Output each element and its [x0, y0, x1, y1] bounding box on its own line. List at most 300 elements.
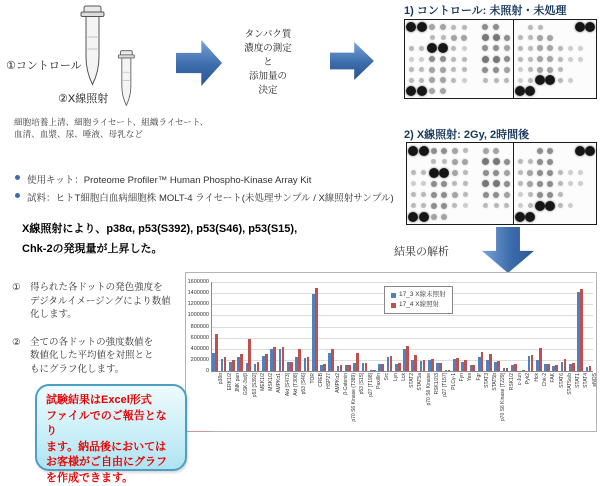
- blot-dot: [449, 65, 459, 74]
- y-axis-tick-label: 1000000: [186, 312, 209, 318]
- blot-dot: [585, 201, 595, 210]
- blot-dot: [525, 201, 535, 210]
- blot-dot-row: [408, 156, 512, 167]
- x-axis-label: FAK: [550, 373, 556, 428]
- x-axis-label: GSK-3α/β: [243, 373, 249, 428]
- bar: [464, 360, 467, 371]
- bar-group: [327, 282, 335, 371]
- blot-dot: [585, 76, 595, 85]
- blot-dot: [502, 168, 512, 177]
- blot-dot: [491, 212, 501, 221]
- blot-dot: [565, 168, 575, 177]
- blot-dot: [471, 201, 481, 210]
- blot-dot: [427, 23, 437, 32]
- blot-dot: [585, 33, 595, 42]
- blot-dot: [460, 146, 470, 155]
- blot-dot: [491, 44, 501, 53]
- blot-dot: [480, 33, 490, 42]
- blot-dot-row: [515, 43, 595, 54]
- legend-chip-series2: [391, 303, 396, 308]
- blot-dot: [406, 33, 416, 42]
- blot-dot-row: [406, 43, 512, 54]
- x-axis-label: Fyn: [459, 373, 465, 428]
- y-axis-tick-label: 1600000: [186, 279, 209, 285]
- blot-dot-row: [406, 54, 512, 65]
- blot-dot: [525, 179, 535, 188]
- blot-dot: [491, 55, 501, 64]
- x-axis-label: STAT2: [409, 373, 415, 428]
- blot-dot: [429, 146, 439, 155]
- blot-dot-row: [408, 189, 512, 200]
- blot-dot: [535, 23, 545, 32]
- bar: [331, 349, 334, 371]
- blot-dot: [470, 76, 480, 85]
- blot-dot: [491, 157, 501, 166]
- bar: [481, 352, 484, 371]
- blot-dot: [427, 33, 437, 42]
- y-axis-tick-label: 200000: [186, 357, 209, 363]
- blot-dot: [502, 86, 512, 95]
- blot-dot: [427, 65, 437, 74]
- x-axis-label: STAT5a/b: [567, 373, 573, 428]
- bar: [564, 359, 567, 371]
- blot-dot: [449, 86, 459, 95]
- blot-dot: [502, 212, 512, 221]
- blot-dot-row: [515, 178, 595, 189]
- blot-dot: [406, 76, 416, 85]
- blot-dot: [438, 86, 448, 95]
- bullet-icon: [15, 193, 20, 198]
- blot-dot: [470, 65, 480, 74]
- blot-dot: [480, 76, 490, 85]
- blot-dot: [427, 76, 437, 85]
- blot-dot: [417, 76, 427, 85]
- sample-types-text: 細胞培養上清、細胞ライセート、組織ライセート、 血清、血漿、尿、唾液、母乳など: [14, 116, 224, 140]
- bar: [356, 353, 359, 371]
- x-axis-label: p53 [S15]: [359, 373, 365, 428]
- bar: [307, 357, 310, 371]
- dot-blot-membrane-control: [404, 19, 597, 99]
- blot-dot: [535, 76, 545, 85]
- x-axis-label: Pyk2: [525, 373, 531, 428]
- blot-dot: [515, 65, 525, 74]
- dot-blot-membrane-xray: [406, 142, 597, 225]
- bar: [381, 364, 384, 371]
- blot2-title: 2) X線照射: 2Gy, 2時間後: [404, 126, 529, 142]
- blot-dot: [565, 65, 575, 74]
- blot-dot-row: [406, 22, 512, 33]
- procedure-notes: [12, 281, 192, 390]
- blot-dot: [515, 146, 525, 155]
- blot-dot: [575, 33, 585, 42]
- blot-dot: [429, 212, 439, 221]
- blot-dot: [575, 76, 585, 85]
- blot-dot: [515, 44, 525, 53]
- blot-dot: [481, 201, 491, 210]
- blot-dot: [555, 86, 565, 95]
- blot-dot: [460, 212, 470, 221]
- bar-group: [501, 282, 509, 371]
- blot-dot: [419, 157, 429, 166]
- x-axis-label: STAT3: [484, 373, 490, 428]
- chart-legend: [384, 286, 453, 314]
- bar-group: [228, 282, 236, 371]
- blot-dot: [565, 33, 575, 42]
- blot-dot-row: [408, 167, 512, 178]
- bar-group: [460, 282, 468, 371]
- blot-dot-row: [515, 64, 595, 75]
- blot-dot: [459, 44, 469, 53]
- blot-dot: [450, 179, 460, 188]
- blot-dot: [565, 190, 575, 199]
- blot-dot: [555, 179, 565, 188]
- blot-dot: [491, 146, 501, 155]
- process-step-text: タンパク質 濃度の測定 と 添加量の 決定: [226, 28, 310, 98]
- blot-dot: [545, 168, 555, 177]
- bar-group: [311, 282, 319, 371]
- bar-group: [269, 282, 277, 371]
- blot-dot: [417, 86, 427, 95]
- blot-dot: [470, 23, 480, 32]
- blot-dot: [438, 44, 448, 53]
- blot-dot: [555, 212, 565, 221]
- bar-group: [493, 282, 501, 371]
- blot-dot: [565, 76, 575, 85]
- blot-dot: [450, 190, 460, 199]
- blot-dot: [585, 157, 595, 166]
- blot-dot: [459, 86, 469, 95]
- blot-dot: [575, 212, 585, 221]
- bar: [240, 354, 243, 371]
- blot-dot: [515, 190, 525, 199]
- blot-dot: [481, 168, 491, 177]
- blot-dot: [545, 190, 555, 199]
- blot-dot: [481, 179, 491, 188]
- blot-dot-row: [515, 33, 595, 44]
- blot-dot: [449, 44, 459, 53]
- blot-dot: [481, 157, 491, 166]
- blot-dot: [460, 179, 470, 188]
- blot-dot: [471, 212, 481, 221]
- x-axis-label: β-Catenin: [343, 373, 349, 428]
- blot-dot: [502, 44, 512, 53]
- blot-dot: [515, 201, 525, 210]
- blot-dot: [449, 33, 459, 42]
- blot-dot: [575, 86, 585, 95]
- blot-dot: [502, 65, 512, 74]
- legend-chip-series1: [391, 293, 396, 298]
- blot-dot: [565, 212, 575, 221]
- bar-group: [584, 282, 592, 371]
- bar-group: [344, 282, 352, 371]
- blot-dot: [555, 55, 565, 64]
- bar-group: [576, 282, 584, 371]
- blot-dot: [575, 190, 585, 199]
- blot-dot-row: [515, 167, 595, 178]
- bar-group: [551, 282, 559, 371]
- blot-dot: [417, 55, 427, 64]
- x-axis-label: p70 S6 Kinase (T389): [351, 373, 357, 428]
- blot-dot: [438, 55, 448, 64]
- blot-dot: [491, 201, 501, 210]
- bar: [431, 359, 434, 371]
- blot-dot: [585, 23, 595, 32]
- blot-dot: [545, 212, 555, 221]
- blot-dot: [429, 168, 439, 177]
- blot-dot-row: [406, 64, 512, 75]
- blot-dot: [491, 179, 501, 188]
- blot-dot: [502, 33, 512, 42]
- bar: [539, 348, 542, 371]
- blot-dot: [525, 55, 535, 64]
- bar: [315, 288, 318, 371]
- bar: [373, 370, 376, 371]
- blot-dot: [555, 201, 565, 210]
- bar: [273, 347, 276, 371]
- blot-dot: [575, 44, 585, 53]
- blot-dot: [439, 179, 449, 188]
- x-axis-label: Akt [S473]: [285, 373, 291, 428]
- blot-dot: [565, 179, 575, 188]
- blot-dot: [460, 201, 470, 210]
- blot-dot: [459, 23, 469, 32]
- blot-dot: [450, 212, 460, 221]
- blot-dot: [480, 44, 490, 53]
- blot-dot: [408, 168, 418, 177]
- blot-dot: [480, 65, 490, 74]
- blot-dot: [555, 190, 565, 199]
- microcentrifuge-tube-icon: [74, 5, 110, 97]
- blot-dot: [535, 190, 545, 199]
- blot-dot: [515, 86, 525, 95]
- blot-dot: [429, 179, 439, 188]
- bar-group: [294, 282, 302, 371]
- x-axis-label: MEK1/2: [260, 373, 266, 428]
- x-axis-label: p70 S6 Kinase: [426, 373, 432, 428]
- x-axis-label: p27 [T198]: [368, 373, 374, 428]
- blot-dot: [502, 179, 512, 188]
- blot-dot: [525, 146, 535, 155]
- flow-arrow-right-icon: [330, 42, 374, 80]
- gridline: [211, 371, 593, 372]
- bar: [414, 355, 417, 371]
- blot-dot-row: [408, 200, 512, 211]
- x-axis-label: p53 [S46]: [301, 373, 307, 428]
- blot-dot: [429, 157, 439, 166]
- bar-group: [526, 282, 534, 371]
- blot-dot: [545, 55, 555, 64]
- blot-dot: [481, 212, 491, 221]
- analysis-label: 結果の解析: [394, 243, 449, 259]
- blot-dot-row: [515, 54, 595, 65]
- blot-dot: [585, 44, 595, 53]
- bullet-icon: [15, 175, 20, 180]
- blot-dot-row: [406, 75, 512, 86]
- blot-dot: [565, 201, 575, 210]
- blot-dot: [585, 212, 595, 221]
- blot-dot: [545, 76, 555, 85]
- blot-dot: [406, 55, 416, 64]
- blot-dot: [525, 76, 535, 85]
- blot-dot: [535, 146, 545, 155]
- blot-dot: [459, 55, 469, 64]
- blot-dot: [555, 157, 565, 166]
- blot-dot: [459, 65, 469, 74]
- bar-group: [559, 282, 567, 371]
- blot-dot-row: [406, 33, 512, 44]
- bar-group: [360, 282, 368, 371]
- tube1-label: ①コントロール: [6, 57, 82, 73]
- y-axis-tick-label: 1200000: [186, 301, 209, 307]
- bar: [390, 356, 393, 371]
- blot-dot: [406, 44, 416, 53]
- kit-bullet: 使用キット：Proteome Profiler™ Human Phospho-Kinase Array Kit: [15, 172, 395, 186]
- blot-dot: [565, 146, 575, 155]
- blot-dot: [427, 55, 437, 64]
- blot-dot: [585, 65, 595, 74]
- blot-dot: [406, 65, 416, 74]
- blot-dot: [525, 65, 535, 74]
- blot-dot: [491, 65, 501, 74]
- note-2: ② 全ての各ドットの強度数値を 数値化した平均値を対照とと もにグラフ化します。: [12, 336, 192, 377]
- bar: [323, 364, 326, 371]
- blot-dot: [535, 55, 545, 64]
- bar: [572, 363, 575, 371]
- blot-dot: [545, 33, 555, 42]
- blot-dot: [450, 168, 460, 177]
- bar: [506, 368, 509, 371]
- blot-dot-row: [515, 85, 595, 96]
- blot-dot: [417, 44, 427, 53]
- blot-dot: [406, 23, 416, 32]
- x-axis-label: CREB: [318, 373, 324, 428]
- blot-dot: [429, 201, 439, 210]
- blot-dot: [555, 33, 565, 42]
- blot-dot: [575, 65, 585, 74]
- blot-dot: [502, 55, 512, 64]
- blot-dot: [491, 33, 501, 42]
- bar: [282, 347, 285, 372]
- blot-dot: [545, 179, 555, 188]
- blot-dot: [460, 190, 470, 199]
- x-axis-label: ERK1/2: [227, 373, 233, 428]
- bar: [489, 354, 492, 371]
- blot-dot: [439, 168, 449, 177]
- blot-dot: [419, 212, 429, 221]
- legend-item: 17_4 X線照射: [391, 300, 446, 310]
- membrane-panel-b: [514, 143, 596, 224]
- bar: [257, 362, 260, 372]
- bar-group: [286, 282, 294, 371]
- x-axis-label: p53 [S392]: [252, 373, 258, 428]
- bar-group: [261, 282, 269, 371]
- blot-dot: [480, 55, 490, 64]
- blot-dot: [491, 86, 501, 95]
- blot-dot-row: [515, 145, 595, 156]
- bar-group: [252, 282, 260, 371]
- x-axis-label: Yes: [467, 373, 473, 428]
- y-axis-tick-label: 1400000: [186, 290, 209, 296]
- x-axis-label: STAT5b: [492, 373, 498, 428]
- blot-dot: [575, 23, 585, 32]
- blot-dot: [427, 44, 437, 53]
- blot-dot: [491, 76, 501, 85]
- blot-dot: [449, 76, 459, 85]
- bar-group: [369, 282, 377, 371]
- bar: [298, 349, 301, 371]
- blot-dot: [459, 33, 469, 42]
- blot-dot: [481, 146, 491, 155]
- blot-dot: [515, 212, 525, 221]
- x-axis-label: STAT6: [559, 373, 565, 428]
- blot-dot-row: [515, 211, 595, 222]
- blot-dot: [419, 201, 429, 210]
- down-arrow-icon: [482, 227, 534, 273]
- x-axis-label: Lck: [401, 373, 407, 428]
- blot-dot: [515, 33, 525, 42]
- blot-dot: [575, 157, 585, 166]
- blot-dot: [515, 23, 525, 32]
- membrane-panel-a: [405, 20, 514, 98]
- x-axis-label: HSP27: [326, 373, 332, 428]
- blot-dot: [515, 55, 525, 64]
- bar-group: [468, 282, 476, 371]
- blot-dot-row: [515, 75, 595, 86]
- x-axis-label: STAT1: [575, 373, 581, 428]
- blot-dot: [460, 168, 470, 177]
- blot-dot: [585, 55, 595, 64]
- x-axis-label: TOR: [310, 373, 316, 428]
- blot-dot: [502, 157, 512, 166]
- blot-dot: [545, 146, 555, 155]
- blot-dot: [515, 168, 525, 177]
- tube2-label: ②X線照射: [58, 90, 108, 106]
- blot-dot-row: [515, 156, 595, 167]
- blot-dot: [535, 212, 545, 221]
- blot-dot: [525, 86, 535, 95]
- blot-dot: [555, 65, 565, 74]
- blot-dot: [545, 23, 555, 32]
- x-axis-label: c-Jun: [517, 373, 523, 428]
- blot-dot: [450, 201, 460, 210]
- x-axis-label: AMPKα1: [276, 373, 282, 428]
- x-axis-label: Paxillin: [376, 373, 382, 428]
- bar-group: [352, 282, 360, 371]
- bar: [555, 365, 558, 371]
- blot-dot: [502, 76, 512, 85]
- blot-dot: [449, 23, 459, 32]
- bar: [224, 357, 227, 371]
- blot-dot: [565, 44, 575, 53]
- bar-group: [335, 282, 343, 371]
- blot-dot: [535, 201, 545, 210]
- bar: [365, 363, 368, 371]
- membrane-panel-b: [514, 20, 596, 98]
- x-axis-label: MSK1/2: [268, 373, 274, 428]
- blot-dot: [525, 168, 535, 177]
- blot-dot: [491, 23, 501, 32]
- blot-dot: [575, 179, 585, 188]
- blot-dot: [502, 190, 512, 199]
- bar-group: [510, 282, 518, 371]
- blot-dot: [585, 190, 595, 199]
- blot-dot: [408, 157, 418, 166]
- bar-group: [452, 282, 460, 371]
- blot-dot: [575, 201, 585, 210]
- blot-dot: [471, 146, 481, 155]
- y-axis-tick-label: 400000: [186, 346, 209, 352]
- bar: [580, 289, 583, 371]
